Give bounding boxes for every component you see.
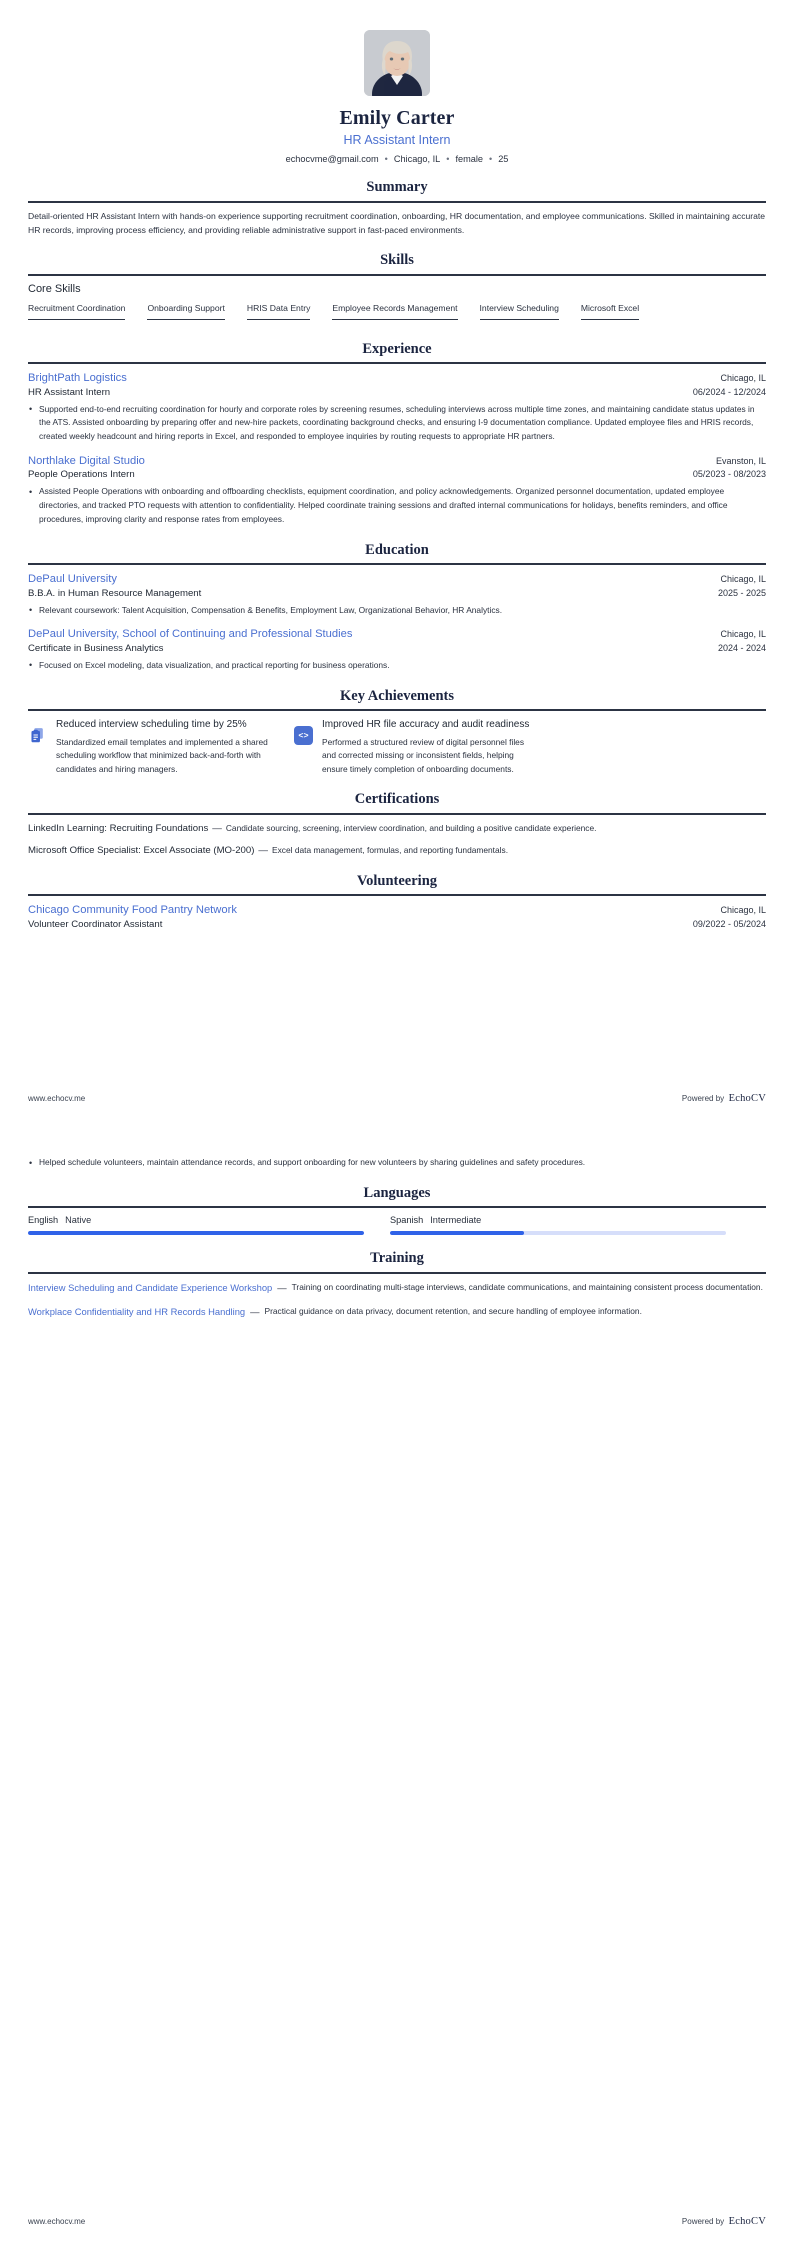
education-bullets: [28, 659, 766, 673]
section-title-languages: Languages: [363, 1184, 431, 1201]
skill-item: Interview Scheduling: [480, 303, 559, 320]
page-footer: [0, 1088, 794, 1106]
section-training: [28, 1250, 766, 1319]
resume-header: [28, 0, 766, 164]
footer-powered-label: Powered by: [681, 1094, 725, 1103]
section-title-volunteering: Volunteering: [356, 872, 438, 889]
education-institution[interactable]: DePaul University: [28, 573, 117, 586]
experience-bullets: [28, 485, 766, 526]
footer-url[interactable]: www.echocv.me: [28, 2217, 86, 2226]
section-certifications: [28, 791, 766, 857]
experience-role: HR Assistant Intern: [28, 386, 111, 398]
language-level: Intermediate: [430, 1215, 482, 1226]
contact-line: [28, 154, 766, 164]
section-title-experience: Experience: [362, 340, 432, 357]
contact-age: 25: [498, 154, 509, 165]
achievement-title: Improved HR file accuracy and audit readiness: [322, 719, 530, 731]
skill-item: Employee Records Management: [332, 303, 457, 320]
experience-location: Chicago, IL: [720, 373, 766, 384]
certification-item: [28, 844, 766, 858]
footer-brand: EchoCV: [728, 1093, 766, 1104]
language-name: Spanish: [390, 1215, 424, 1226]
skills-group-name: Core Skills: [28, 282, 81, 295]
experience-organization[interactable]: Northlake Digital Studio: [28, 454, 145, 467]
language-progress-track: [390, 1231, 726, 1235]
experience-location: Evanston, IL: [715, 455, 766, 466]
contact-email[interactable]: echocvme@gmail.com: [285, 154, 379, 165]
clipboard-icon: [28, 726, 47, 745]
summary-text: Detail-oriented HR Assistant Intern with hands-on experience supporting recruitment coordination, onboarding, HR documentation, and employee communications. Skilled in maintaining accurate HR records, improving process efficiency, and providing reliable administrative support in fast-paced environments.: [28, 210, 766, 235]
education-location: Chicago, IL: [720, 574, 766, 585]
language-item: [390, 1215, 726, 1235]
volunteering-location: Chicago, IL: [720, 905, 766, 915]
contact-separator: •: [384, 154, 388, 165]
experience-role: People Operations Intern: [28, 469, 135, 481]
section-languages: [28, 1185, 766, 1235]
skills-list: [28, 303, 766, 326]
job-title: HR Assistant Intern: [343, 133, 451, 147]
achievements-list: [28, 718, 766, 776]
education-entry: [28, 627, 766, 672]
section-title-summary: Summary: [366, 179, 428, 196]
language-progress-track: [28, 1231, 364, 1235]
education-degree: B.B.A. in Human Resource Management: [28, 587, 202, 599]
volunteering-bullets: [28, 1156, 766, 1170]
footer-brand: EchoCV: [728, 2216, 766, 2227]
training-item: [28, 1281, 766, 1295]
resume-page-2: [0, 1123, 794, 2246]
training-item: [28, 1305, 766, 1319]
education-dates: 2025 - 2025: [717, 587, 766, 598]
section-title-certifications: Certifications: [354, 791, 440, 808]
section-title-key-achievements: Key Achievements: [340, 687, 454, 704]
bullet-item: • Supported end-to-end recruiting coordination for hourly and corporate roles by screening resumes, scheduling interviews across multiple time zones, and maintaining candidate status updates in the ATS. Assisted onboarding by preparing offer and new-hire packets, coordinating background checks, and ensuring I-9 documentation compliance. Updated employee files and HRIS records, created weekly headcount and hiring reports in Excel, and responded to employee inquiries by routing requests to appropriate HR partners.: [28, 403, 766, 444]
certification-description: Candidate sourcing, screening, interview coordination, and building a positive candidate experience.: [225, 822, 597, 833]
education-entry: [28, 572, 766, 617]
language-progress-fill: [390, 1231, 524, 1235]
page-title: Emily Carter: [339, 107, 455, 129]
experience-dates: 05/2023 - 08/2023: [692, 469, 766, 480]
volunteering-dates: 09/2022 - 05/2024: [692, 918, 766, 929]
section-volunteering: [28, 873, 766, 932]
education-bullets: [28, 604, 766, 618]
volunteering-role: Volunteer Coordinator Assistant: [28, 918, 163, 930]
section-key-achievements: [28, 688, 766, 777]
volunteering-continuation: [28, 1156, 766, 1170]
bullet-item: • Helped schedule volunteers, maintain attendance records, and support onboarding for new volunteers by sharing guidelines and safety procedures.: [28, 1156, 766, 1170]
experience-entry: [28, 371, 766, 444]
languages-list: [28, 1215, 766, 1235]
footer-powered-by: [682, 1088, 766, 1106]
achievement-item: [294, 718, 538, 776]
certification-dash: —: [258, 844, 269, 856]
skill-item: HRIS Data Entry: [247, 303, 311, 320]
language-item: [28, 1215, 364, 1235]
section-title-education: Education: [365, 541, 429, 558]
skill-item: Onboarding Support: [147, 303, 224, 320]
language-progress-fill: [28, 1231, 364, 1235]
certification-name: Microsoft Office Specialist: Excel Associate (MO-200): [28, 844, 255, 856]
experience-dates: 06/2024 - 12/2024: [692, 386, 766, 397]
education-location: Chicago, IL: [720, 629, 766, 640]
section-skills: [28, 252, 766, 325]
section-summary: [28, 179, 766, 237]
section-title-skills: Skills: [380, 252, 414, 269]
contact-separator: •: [446, 154, 450, 165]
education-institution[interactable]: DePaul University, School of Continuing and Professional Studies: [28, 628, 353, 641]
certification-dash: —: [212, 822, 222, 834]
certification-name: LinkedIn Learning: Recruiting Foundations: [28, 822, 209, 834]
language-name: English: [28, 1215, 59, 1226]
training-description: Training on coordinating multi-stage interviews, candidate communications, and maintaining consistent process documentation.: [291, 1281, 763, 1292]
contact-location: Chicago, IL: [393, 154, 441, 165]
training-dash: —: [250, 1305, 260, 1317]
volunteering-entry: [28, 903, 766, 932]
education-degree: Certificate in Business Analytics: [28, 642, 164, 654]
footer-url[interactable]: www.echocv.me: [28, 1094, 86, 1103]
bullet-item: • Assisted People Operations with onboarding and offboarding checklists, equipment coordination, and policy acknowledgements. Organized personnel documentation, updated employee directories, and tracked PTO requests with attention to confidentiality. Helped coordinate training sessions and drafted internal communications for holidays, benefits reminders, and office procedures, improving clarity and response rates from employees.: [28, 485, 766, 526]
training-name[interactable]: Interview Scheduling and Candidate Experience Workshop: [28, 1281, 273, 1293]
bullet-item: • Focused on Excel modeling, data visualization, and practical reporting for business operations.: [28, 659, 766, 673]
contact-gender: female: [455, 154, 484, 165]
training-name[interactable]: Workplace Confidentiality and HR Records Handling: [28, 1305, 246, 1317]
language-level: Native: [65, 1215, 92, 1226]
experience-bullets: [28, 403, 766, 444]
contact-separator: •: [489, 154, 493, 165]
training-dash: —: [277, 1281, 287, 1293]
achievement-title: Reduced interview scheduling time by 25%: [56, 719, 247, 731]
section-title-training: Training: [370, 1250, 424, 1267]
code-brackets-icon: <>: [294, 726, 313, 745]
achievement-description: Standardized email templates and implemented a shared scheduling workflow that minimized back-and-forth with candidates and hiring managers.: [56, 736, 268, 774]
certification-item: [28, 822, 766, 836]
experience-entry: [28, 454, 766, 527]
volunteering-organization[interactable]: Chicago Community Food Pantry Network: [28, 904, 237, 916]
avatar: [364, 30, 430, 96]
footer-powered-label: Powered by: [681, 2217, 725, 2226]
certification-description: Excel data management, formulas, and reporting fundamentals.: [272, 844, 509, 855]
footer-powered-by: [682, 2211, 766, 2229]
achievement-description: Performed a structured review of digital personnel files and corrected missing or inconsistent fields, helping ensure timely completion of onboarding documents.: [322, 736, 525, 774]
page-footer: [0, 2211, 794, 2229]
bullet-item: • Relevant coursework: Talent Acquisition, Compensation & Benefits, Employment Law, Organizational Behavior, HR Analytics.: [28, 604, 766, 618]
skill-item: Microsoft Excel: [581, 303, 639, 320]
training-description: Practical guidance on data privacy, document retention, and secure handling of employee information.: [264, 1305, 642, 1316]
education-dates: 2024 - 2024: [717, 642, 766, 653]
skill-item: Recruitment Coordination: [28, 303, 125, 320]
achievement-item: [28, 718, 272, 776]
experience-organization[interactable]: BrightPath Logistics: [28, 372, 127, 385]
section-experience: [28, 341, 766, 527]
section-education: [28, 542, 766, 673]
